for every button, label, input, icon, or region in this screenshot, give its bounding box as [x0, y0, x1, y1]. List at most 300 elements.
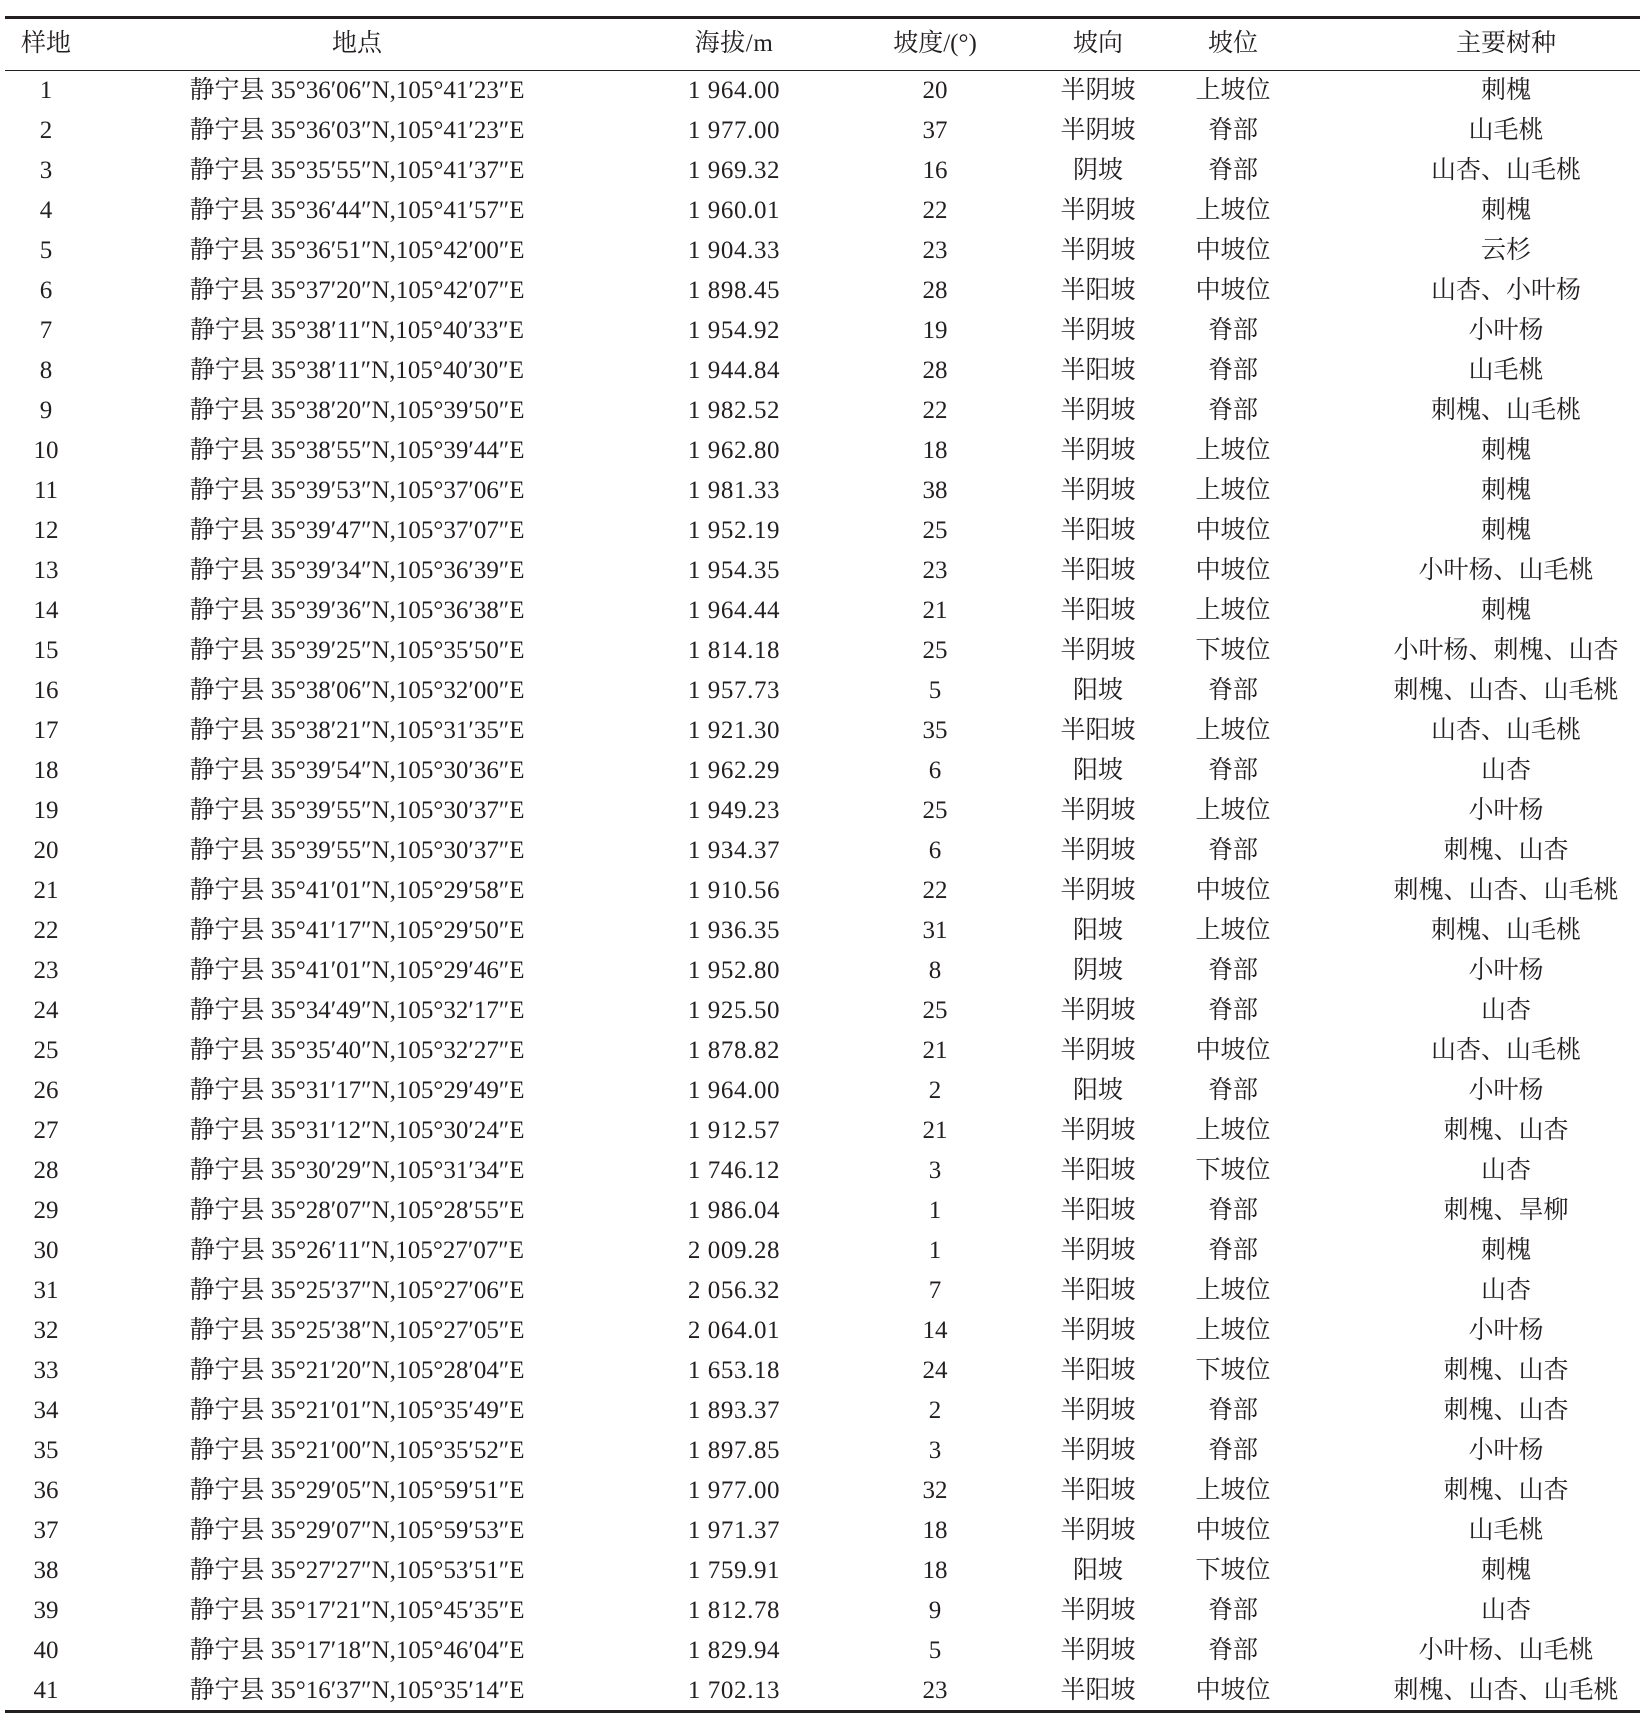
- cell-slope-aspect: 半阴坡: [1060, 397, 1136, 424]
- cell-plot-number: 29: [33, 1197, 59, 1224]
- cell-slope-degree: 16: [922, 157, 948, 184]
- header-slope-degree: 坡度/(°): [893, 30, 977, 57]
- cell-plot-number: 13: [33, 557, 59, 584]
- cell-slope-aspect: 半阴坡: [1060, 637, 1136, 664]
- cell-altitude: 1 878.82: [687, 1037, 781, 1064]
- cell-altitude: 1 977.00: [687, 117, 781, 144]
- header-main-species: 主要树种: [1455, 30, 1557, 57]
- cell-location: 静宁县 35°38′20″N,105°39′50″E: [189, 397, 525, 424]
- cell-location: 静宁县 35°36′03″N,105°41′23″E: [189, 117, 525, 144]
- table-bottom-rule: [5, 1710, 1640, 1713]
- cell-plot-number: 18: [33, 757, 59, 784]
- cell-slope-degree: 2: [928, 1397, 942, 1424]
- cell-plot-number: 2: [39, 117, 53, 144]
- cell-slope-position: 中坡位: [1195, 517, 1271, 544]
- cell-slope-degree: 5: [928, 1637, 942, 1664]
- cell-slope-degree: 19: [922, 317, 948, 344]
- cell-slope-position: 上坡位: [1195, 197, 1271, 224]
- table-row: [0, 1471, 1650, 1511]
- cell-slope-degree: 24: [922, 1357, 948, 1384]
- cell-main-species: 山杏: [1480, 1157, 1532, 1184]
- cell-plot-number: 32: [33, 1317, 59, 1344]
- cell-slope-position: 上坡位: [1195, 797, 1271, 824]
- cell-altitude: 1 962.29: [687, 757, 781, 784]
- cell-altitude: 1 960.01: [687, 197, 781, 224]
- cell-slope-degree: 21: [922, 1037, 948, 1064]
- cell-altitude: 1 969.32: [687, 157, 781, 184]
- cell-slope-aspect: 半阴坡: [1060, 197, 1136, 224]
- cell-slope-aspect: 半阳坡: [1060, 717, 1136, 744]
- cell-slope-degree: 20: [922, 77, 948, 104]
- cell-altitude: 1 910.56: [687, 877, 781, 904]
- cell-main-species: 小叶杨: [1468, 317, 1544, 344]
- table-row: [0, 151, 1650, 191]
- cell-main-species: 刺槐: [1480, 477, 1532, 504]
- cell-plot-number: 8: [39, 357, 53, 384]
- cell-main-species: 小叶杨: [1468, 797, 1544, 824]
- cell-altitude: 1 964.44: [687, 597, 781, 624]
- cell-main-species: 刺槐: [1480, 77, 1532, 104]
- cell-main-species: 刺槐、山杏: [1443, 1357, 1569, 1384]
- cell-slope-aspect: 半阴坡: [1060, 797, 1136, 824]
- cell-slope-degree: 8: [928, 957, 942, 984]
- cell-plot-number: 40: [33, 1637, 59, 1664]
- cell-slope-position: 脊部: [1207, 1197, 1259, 1224]
- cell-altitude: 1 971.37: [687, 1517, 781, 1544]
- cell-slope-degree: 22: [922, 397, 948, 424]
- cell-slope-aspect: 半阴坡: [1060, 237, 1136, 264]
- cell-slope-aspect: 半阴坡: [1060, 1397, 1136, 1424]
- cell-slope-aspect: 半阴坡: [1060, 317, 1136, 344]
- cell-main-species: 刺槐、山毛桃: [1430, 917, 1582, 944]
- cell-main-species: 刺槐: [1480, 1237, 1532, 1264]
- table-row: [0, 111, 1650, 151]
- cell-plot-number: 15: [33, 637, 59, 664]
- cell-location: 静宁县 35°38′06″N,105°32′00″E: [189, 677, 525, 704]
- table-row: [0, 191, 1650, 231]
- cell-location: 静宁县 35°39′25″N,105°35′50″E: [189, 637, 525, 664]
- cell-slope-position: 上坡位: [1195, 1277, 1271, 1304]
- cell-altitude: 1 897.85: [687, 1437, 781, 1464]
- cell-slope-position: 上坡位: [1195, 1117, 1271, 1144]
- cell-slope-position: 上坡位: [1195, 1477, 1271, 1504]
- cell-main-species: 小叶杨、刺槐、山杏: [1393, 637, 1619, 664]
- cell-slope-aspect: 半阴坡: [1060, 1317, 1136, 1344]
- cell-altitude: 1 925.50: [687, 997, 781, 1024]
- cell-slope-aspect: 半阴坡: [1060, 1237, 1136, 1264]
- cell-slope-aspect: 半阴坡: [1060, 77, 1136, 104]
- cell-slope-degree: 32: [922, 1477, 948, 1504]
- cell-slope-position: 脊部: [1207, 1437, 1259, 1464]
- cell-main-species: 刺槐: [1480, 1557, 1532, 1584]
- cell-slope-position: 脊部: [1207, 757, 1259, 784]
- cell-slope-degree: 22: [922, 877, 948, 904]
- cell-slope-degree: 25: [922, 797, 948, 824]
- cell-slope-aspect: 半阳坡: [1060, 597, 1136, 624]
- cell-plot-number: 3: [39, 157, 53, 184]
- cell-main-species: 刺槐: [1480, 597, 1532, 624]
- cell-slope-aspect: 半阴坡: [1060, 837, 1136, 864]
- cell-location: 静宁县 35°41′01″N,105°29′46″E: [189, 957, 525, 984]
- cell-altitude: 1 952.19: [687, 517, 781, 544]
- cell-main-species: 小叶杨: [1468, 1077, 1544, 1104]
- cell-slope-aspect: 半阳坡: [1060, 1277, 1136, 1304]
- cell-main-species: 山杏、山毛桃: [1430, 157, 1582, 184]
- header-slope-position: 坡位: [1207, 30, 1259, 57]
- cell-slope-position: 脊部: [1207, 997, 1259, 1024]
- cell-slope-degree: 23: [922, 237, 948, 264]
- cell-plot-number: 33: [33, 1357, 59, 1384]
- table-row: [0, 711, 1650, 751]
- cell-plot-number: 38: [33, 1557, 59, 1584]
- cell-location: 静宁县 35°36′51″N,105°42′00″E: [189, 237, 525, 264]
- cell-plot-number: 10: [33, 437, 59, 464]
- table-row: [0, 1311, 1650, 1351]
- table-row: [0, 71, 1650, 111]
- cell-altitude: 1 912.57: [687, 1117, 781, 1144]
- cell-plot-number: 31: [33, 1277, 59, 1304]
- cell-location: 静宁县 35°30′29″N,105°31′34″E: [189, 1157, 525, 1184]
- cell-slope-aspect: 阴坡: [1072, 157, 1124, 184]
- cell-main-species: 刺槐、山杏: [1443, 1477, 1569, 1504]
- cell-slope-degree: 28: [922, 357, 948, 384]
- cell-location: 静宁县 35°35′55″N,105°41′37″E: [189, 157, 525, 184]
- cell-altitude: 1 949.23: [687, 797, 781, 824]
- cell-altitude: 1 982.52: [687, 397, 781, 424]
- cell-plot-number: 23: [33, 957, 59, 984]
- cell-slope-degree: 18: [922, 1557, 948, 1584]
- cell-altitude: 1 954.92: [687, 317, 781, 344]
- cell-location: 静宁县 35°39′36″N,105°36′38″E: [189, 597, 525, 624]
- cell-main-species: 小叶杨: [1468, 957, 1544, 984]
- table-row: [0, 1631, 1650, 1671]
- table-row: [0, 871, 1650, 911]
- cell-altitude: 1 954.35: [687, 557, 781, 584]
- cell-location: 静宁县 35°38′11″N,105°40′30″E: [189, 357, 525, 384]
- cell-altitude: 1 952.80: [687, 957, 781, 984]
- cell-plot-number: 4: [39, 197, 53, 224]
- cell-slope-degree: 21: [922, 1117, 948, 1144]
- cell-slope-degree: 1: [928, 1197, 942, 1224]
- cell-plot-number: 36: [33, 1477, 59, 1504]
- cell-slope-position: 下坡位: [1195, 1557, 1271, 1584]
- table-row: [0, 1391, 1650, 1431]
- cell-main-species: 刺槐: [1480, 517, 1532, 544]
- cell-location: 静宁县 35°17′21″N,105°45′35″E: [189, 1597, 525, 1624]
- cell-main-species: 山杏、山毛桃: [1430, 717, 1582, 744]
- cell-slope-aspect: 半阴坡: [1060, 1637, 1136, 1664]
- cell-altitude: 1 986.04: [687, 1197, 781, 1224]
- cell-plot-number: 6: [39, 277, 53, 304]
- cell-main-species: 小叶杨、山毛桃: [1418, 1637, 1594, 1664]
- cell-location: 静宁县 35°41′17″N,105°29′50″E: [189, 917, 525, 944]
- table-row: [0, 1511, 1650, 1551]
- cell-main-species: 山杏: [1480, 997, 1532, 1024]
- cell-slope-degree: 31: [922, 917, 948, 944]
- cell-location: 静宁县 35°16′37″N,105°35′14″E: [189, 1677, 525, 1704]
- table-row: [0, 1591, 1650, 1631]
- cell-location: 静宁县 35°21′00″N,105°35′52″E: [189, 1437, 525, 1464]
- cell-slope-position: 脊部: [1207, 157, 1259, 184]
- cell-slope-position: 上坡位: [1195, 437, 1271, 464]
- table-row: [0, 831, 1650, 871]
- cell-slope-position: 脊部: [1207, 837, 1259, 864]
- cell-slope-position: 上坡位: [1195, 717, 1271, 744]
- cell-location: 静宁县 35°29′05″N,105°59′51″E: [189, 1477, 525, 1504]
- cell-slope-degree: 28: [922, 277, 948, 304]
- cell-location: 静宁县 35°36′44″N,105°41′57″E: [189, 197, 525, 224]
- cell-plot-number: 22: [33, 917, 59, 944]
- cell-location: 静宁县 35°39′54″N,105°30′36″E: [189, 757, 525, 784]
- table-row: [0, 1431, 1650, 1471]
- cell-altitude: 1 893.37: [687, 1397, 781, 1424]
- cell-plot-number: 9: [39, 397, 53, 424]
- cell-main-species: 刺槐、山杏: [1443, 1117, 1569, 1144]
- table-row: [0, 1151, 1650, 1191]
- cell-location: 静宁县 35°39′55″N,105°30′37″E: [189, 837, 525, 864]
- cell-location: 静宁县 35°35′40″N,105°32′27″E: [189, 1037, 525, 1064]
- header-plot: 样地: [20, 30, 72, 57]
- table-row: [0, 271, 1650, 311]
- cell-slope-aspect: 阳坡: [1072, 1557, 1124, 1584]
- cell-slope-position: 上坡位: [1195, 917, 1271, 944]
- cell-slope-position: 脊部: [1207, 1237, 1259, 1264]
- table-row: [0, 391, 1650, 431]
- cell-slope-aspect: 半阳坡: [1060, 517, 1136, 544]
- cell-slope-position: 脊部: [1207, 957, 1259, 984]
- cell-slope-degree: 18: [922, 1517, 948, 1544]
- cell-slope-degree: 25: [922, 637, 948, 664]
- cell-slope-aspect: 半阳坡: [1060, 277, 1136, 304]
- cell-main-species: 山杏、小叶杨: [1430, 277, 1582, 304]
- cell-location: 静宁县 35°38′21″N,105°31′35″E: [189, 717, 525, 744]
- cell-slope-degree: 5: [928, 677, 942, 704]
- cell-slope-position: 脊部: [1207, 397, 1259, 424]
- cell-slope-aspect: 半阳坡: [1060, 1357, 1136, 1384]
- table-row: [0, 631, 1650, 671]
- cell-location: 静宁县 35°39′55″N,105°30′37″E: [189, 797, 525, 824]
- cell-plot-number: 19: [33, 797, 59, 824]
- cell-slope-position: 上坡位: [1195, 77, 1271, 104]
- cell-slope-degree: 25: [922, 517, 948, 544]
- header-altitude: 海拔/m: [694, 30, 774, 57]
- cell-plot-number: 17: [33, 717, 59, 744]
- table-row: [0, 671, 1650, 711]
- cell-plot-number: 12: [33, 517, 59, 544]
- cell-slope-position: 中坡位: [1195, 1037, 1271, 1064]
- cell-slope-degree: 25: [922, 997, 948, 1024]
- cell-altitude: 1 759.91: [687, 1557, 781, 1584]
- cell-location: 静宁县 35°39′53″N,105°37′06″E: [189, 477, 525, 504]
- cell-main-species: 云杉: [1480, 237, 1532, 264]
- table-row: [0, 231, 1650, 271]
- cell-main-species: 刺槐、山杏、山毛桃: [1393, 877, 1619, 904]
- table-row: [0, 911, 1650, 951]
- cell-main-species: 刺槐、山杏、山毛桃: [1393, 1677, 1619, 1704]
- table-row: [0, 591, 1650, 631]
- cell-main-species: 刺槐、旱柳: [1443, 1197, 1569, 1224]
- table-row: [0, 351, 1650, 391]
- cell-plot-number: 37: [33, 1517, 59, 1544]
- cell-plot-number: 26: [33, 1077, 59, 1104]
- cell-main-species: 山毛桃: [1468, 357, 1544, 384]
- cell-slope-aspect: 阳坡: [1072, 757, 1124, 784]
- cell-plot-number: 11: [33, 477, 59, 504]
- cell-slope-position: 脊部: [1207, 1637, 1259, 1664]
- table-header: [0, 19, 1650, 69]
- table-row: [0, 511, 1650, 551]
- cell-slope-aspect: 半阴坡: [1060, 1517, 1136, 1544]
- cell-slope-aspect: 半阴坡: [1060, 1117, 1136, 1144]
- cell-plot-number: 14: [33, 597, 59, 624]
- cell-slope-degree: 6: [928, 837, 942, 864]
- cell-main-species: 山毛桃: [1468, 1517, 1544, 1544]
- cell-plot-number: 24: [33, 997, 59, 1024]
- table-row: [0, 1671, 1650, 1711]
- cell-slope-aspect: 半阳坡: [1060, 1677, 1136, 1704]
- header-slope-aspect: 坡向: [1072, 30, 1124, 57]
- cell-slope-aspect: 半阳坡: [1060, 1157, 1136, 1184]
- cell-slope-degree: 35: [922, 717, 948, 744]
- cell-altitude: 1 962.80: [687, 437, 781, 464]
- table-row: [0, 1191, 1650, 1231]
- cell-location: 静宁县 35°38′55″N,105°39′44″E: [189, 437, 525, 464]
- cell-slope-degree: 9: [928, 1597, 942, 1624]
- cell-slope-degree: 2: [928, 1077, 942, 1104]
- cell-plot-number: 20: [33, 837, 59, 864]
- cell-slope-degree: 38: [922, 477, 948, 504]
- cell-location: 静宁县 35°31′12″N,105°30′24″E: [189, 1117, 525, 1144]
- cell-slope-aspect: 半阳坡: [1060, 1197, 1136, 1224]
- table-row: [0, 1231, 1650, 1271]
- cell-altitude: 2 064.01: [687, 1317, 781, 1344]
- cell-altitude: 1 814.18: [687, 637, 781, 664]
- cell-slope-degree: 22: [922, 197, 948, 224]
- cell-slope-position: 脊部: [1207, 1597, 1259, 1624]
- cell-main-species: 山杏: [1480, 1597, 1532, 1624]
- cell-slope-position: 下坡位: [1195, 1157, 1271, 1184]
- cell-main-species: 山毛桃: [1468, 117, 1544, 144]
- cell-altitude: 1 944.84: [687, 357, 781, 384]
- cell-slope-aspect: 阳坡: [1072, 677, 1124, 704]
- cell-slope-aspect: 半阳坡: [1060, 557, 1136, 584]
- cell-slope-position: 上坡位: [1195, 597, 1271, 624]
- cell-slope-position: 脊部: [1207, 1077, 1259, 1104]
- cell-slope-position: 中坡位: [1195, 277, 1271, 304]
- cell-location: 静宁县 35°17′18″N,105°46′04″E: [189, 1637, 525, 1664]
- cell-slope-position: 下坡位: [1195, 1357, 1271, 1384]
- table-row: [0, 951, 1650, 991]
- cell-main-species: 小叶杨: [1468, 1317, 1544, 1344]
- cell-slope-aspect: 阳坡: [1072, 917, 1124, 944]
- cell-location: 静宁县 35°39′47″N,105°37′07″E: [189, 517, 525, 544]
- cell-location: 静宁县 35°27′27″N,105°53′51″E: [189, 1557, 525, 1584]
- cell-altitude: 2 009.28: [687, 1237, 781, 1264]
- cell-slope-degree: 3: [928, 1157, 942, 1184]
- cell-plot-number: 28: [33, 1157, 59, 1184]
- cell-slope-position: 下坡位: [1195, 637, 1271, 664]
- cell-slope-aspect: 半阳坡: [1060, 357, 1136, 384]
- cell-location: 静宁县 35°36′06″N,105°41′23″E: [189, 77, 525, 104]
- cell-altitude: 1 812.78: [687, 1597, 781, 1624]
- cell-slope-aspect: 阳坡: [1072, 1077, 1124, 1104]
- cell-slope-aspect: 半阴坡: [1060, 117, 1136, 144]
- cell-main-species: 刺槐: [1480, 197, 1532, 224]
- cell-slope-degree: 23: [922, 557, 948, 584]
- cell-main-species: 小叶杨、山毛桃: [1418, 557, 1594, 584]
- cell-altitude: 1 921.30: [687, 717, 781, 744]
- cell-location: 静宁县 35°39′34″N,105°36′39″E: [189, 557, 525, 584]
- cell-slope-degree: 14: [922, 1317, 948, 1344]
- cell-location: 静宁县 35°41′01″N,105°29′58″E: [189, 877, 525, 904]
- table-row: [0, 1071, 1650, 1111]
- table-row: [0, 1351, 1650, 1391]
- cell-slope-aspect: 阴坡: [1072, 957, 1124, 984]
- table-row: [0, 551, 1650, 591]
- cell-plot-number: 16: [33, 677, 59, 704]
- cell-slope-aspect: 半阴坡: [1060, 1037, 1136, 1064]
- cell-plot-number: 27: [33, 1117, 59, 1144]
- table-row: [0, 471, 1650, 511]
- table-row: [0, 751, 1650, 791]
- cell-slope-position: 中坡位: [1195, 557, 1271, 584]
- cell-slope-aspect: 半阴坡: [1060, 997, 1136, 1024]
- cell-location: 静宁县 35°31′17″N,105°29′49″E: [189, 1077, 525, 1104]
- table-row: [0, 311, 1650, 351]
- cell-main-species: 刺槐: [1480, 437, 1532, 464]
- cell-altitude: 1 898.45: [687, 277, 781, 304]
- cell-main-species: 刺槐、山毛桃: [1430, 397, 1582, 424]
- cell-altitude: 1 702.13: [687, 1677, 781, 1704]
- cell-altitude: 2 056.32: [687, 1277, 781, 1304]
- cell-slope-degree: 37: [922, 117, 948, 144]
- cell-slope-aspect: 半阳坡: [1060, 1477, 1136, 1504]
- cell-main-species: 刺槐、山杏、山毛桃: [1393, 677, 1619, 704]
- cell-slope-aspect: 半阴坡: [1060, 477, 1136, 504]
- cell-slope-degree: 18: [922, 437, 948, 464]
- cell-slope-degree: 21: [922, 597, 948, 624]
- cell-slope-degree: 3: [928, 1437, 942, 1464]
- cell-location: 静宁县 35°29′07″N,105°59′53″E: [189, 1517, 525, 1544]
- header-location: 地点: [331, 30, 383, 57]
- table-body: [0, 71, 1650, 1711]
- cell-altitude: 1 977.00: [687, 1477, 781, 1504]
- cell-main-species: 山杏、山毛桃: [1430, 1037, 1582, 1064]
- cell-slope-position: 上坡位: [1195, 1317, 1271, 1344]
- cell-plot-number: 1: [39, 77, 53, 104]
- cell-location: 静宁县 35°25′38″N,105°27′05″E: [189, 1317, 525, 1344]
- cell-slope-degree: 1: [928, 1237, 942, 1264]
- cell-location: 静宁县 35°26′11″N,105°27′07″E: [189, 1237, 525, 1264]
- cell-altitude: 1 936.35: [687, 917, 781, 944]
- cell-location: 静宁县 35°28′07″N,105°28′55″E: [189, 1197, 525, 1224]
- table-row: [0, 1551, 1650, 1591]
- cell-main-species: 小叶杨: [1468, 1437, 1544, 1464]
- cell-plot-number: 41: [33, 1677, 59, 1704]
- table-row: [0, 791, 1650, 831]
- cell-slope-aspect: 半阴坡: [1060, 437, 1136, 464]
- table-row: [0, 991, 1650, 1031]
- cell-altitude: 1 746.12: [687, 1157, 781, 1184]
- table-row: [0, 1031, 1650, 1071]
- cell-altitude: 1 964.00: [687, 77, 781, 104]
- cell-location: 静宁县 35°37′20″N,105°42′07″E: [189, 277, 525, 304]
- cell-slope-position: 中坡位: [1195, 877, 1271, 904]
- cell-slope-aspect: 半阴坡: [1060, 1597, 1136, 1624]
- cell-altitude: 1 653.18: [687, 1357, 781, 1384]
- cell-slope-position: 脊部: [1207, 677, 1259, 704]
- cell-altitude: 1 957.73: [687, 677, 781, 704]
